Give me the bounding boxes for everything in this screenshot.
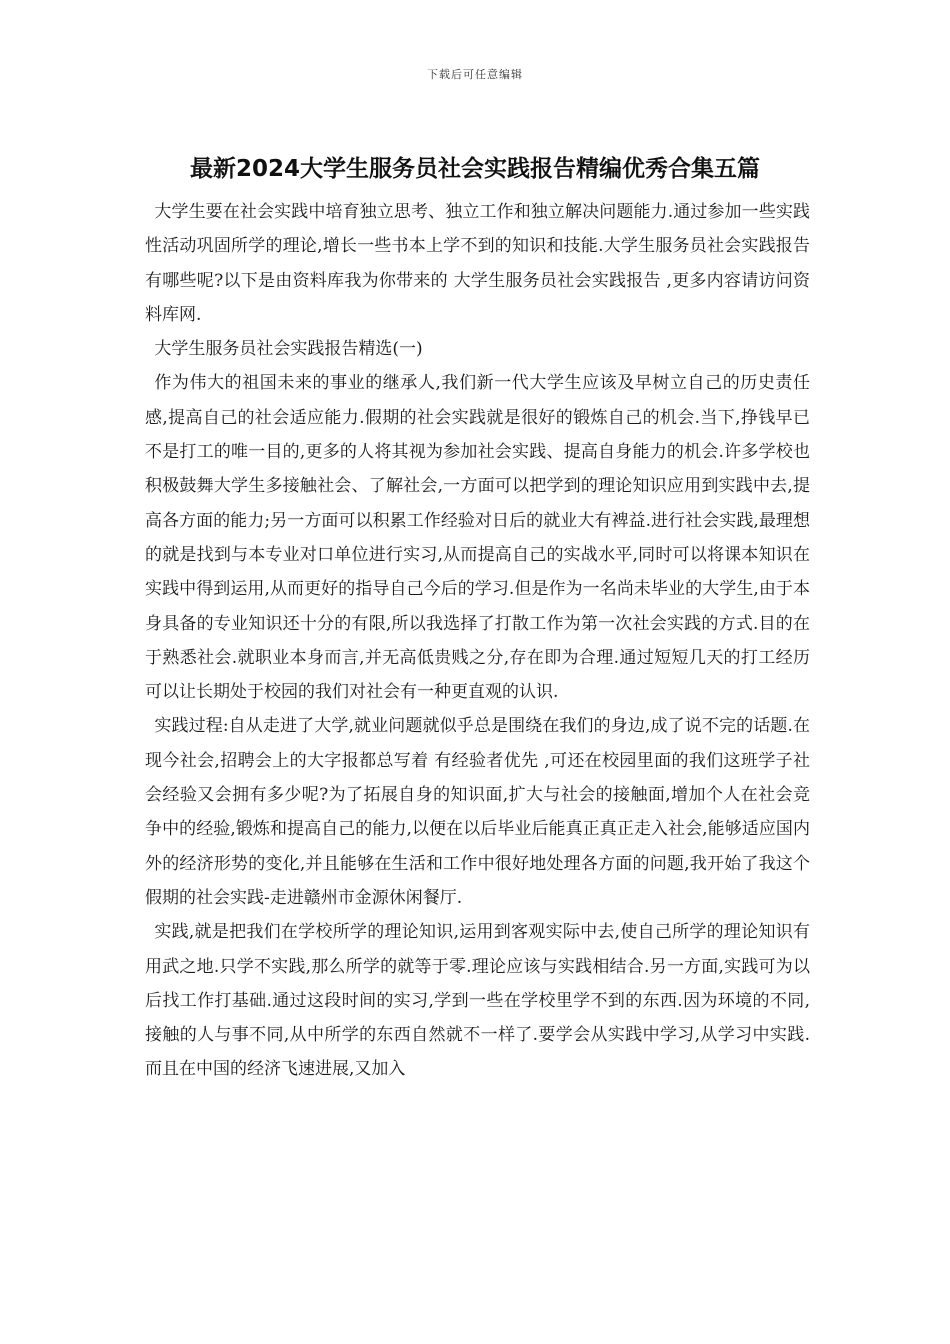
intro-paragraph: 大学生要在社会实践中培育独立思考、独立工作和独立解决问题能力.通过参加一些实践性活动巩固所学的理论,增长一些书本上学不到的知识和技能.大学生服务员社会实践报告有哪些呢?以下是由资料库我为你带来的 大学生服务员社会实践报告 ,更多内容请访问资料库网. bbox=[145, 202, 810, 325]
body-paragraph: 实践,就是把我们在学校所学的理论知识,运用到客观实际中去,使自己所学的理论知识有用武之地.只学不实践,那么所学的就等于零.理论应该与实践相结合.另一方面,实践可为以后找工作打基础.通过这段时间的实习,学到一些在学校里学不到的东西.因为环境的不同,接触的人与事不同,从中所学的东西自然就不一样了.要学会从实践中学习,从学习中实践.而且在中国的经济飞速进展,又加入 bbox=[145, 922, 810, 1080]
document-title: 最新2024大学生服务员社会实践报告精编优秀合集五篇 bbox=[189, 156, 760, 182]
body-paragraph: 实践过程:自从走进了大学,就业问题就似乎总是围绕在我们的身边,成了说不完的话题.在现今社会,招聘会上的大字报都总写着 有经验者优先 ,可还在校园里面的我们这班学子社会经验又会拥有多少呢?为了拓展自身的知识面,扩大与社会的接触面,增加个人在社会竞争中的经验,锻炼和提高自己的能力,以便在以后毕业后能真正真正走入社会,能够适应国内外的经济形势的变化,并且能够在生活和工作中很好地处理各方面的问题,我开始了我这个假期的社会实践-走进赣州市金源休闲餐厅. bbox=[145, 716, 810, 908]
body-paragraph: 作为伟大的祖国未来的事业的继承人,我们新一代大学生应该及早树立自己的历史责任感,提高自己的社会适应能力.假期的社会实践就是很好的锻炼自己的机会.当下,挣钱早已不是打工的唯一目的,更多的人将其视为参加社会实践、提高自身能力的机会.许多学校也积极鼓舞大学生多接触社会、了解社会,一方面可以把学到的理论知识应用到实践中去,提高各方面的能力;另一方面可以积累工作经验对日后的就业大有裨益.进行社会实践,最理想的就是找到与本专业对口单位进行实习,从而提高自己的实战水平,同时可以将课本知识在实践中得到运用,从而更好的指导自己今后的学习.但是作为一名尚未毕业的大学生,由于本身具备的专业知识还十分的有限,所以我选择了打散工作为第一次社会实践的方式.目的在于熟悉社会.就职业本身而言,并无高低贵贱之分,存在即为合理.通过短短几天的打工经历可以让长期处于校园的我们对社会有一种更直观的认识. bbox=[145, 373, 810, 703]
header-note: 下载后可任意编辑 bbox=[427, 68, 523, 81]
document-body bbox=[145, 195, 810, 1087]
section-heading: 大学生服务员社会实践报告精选(一) bbox=[154, 339, 423, 360]
